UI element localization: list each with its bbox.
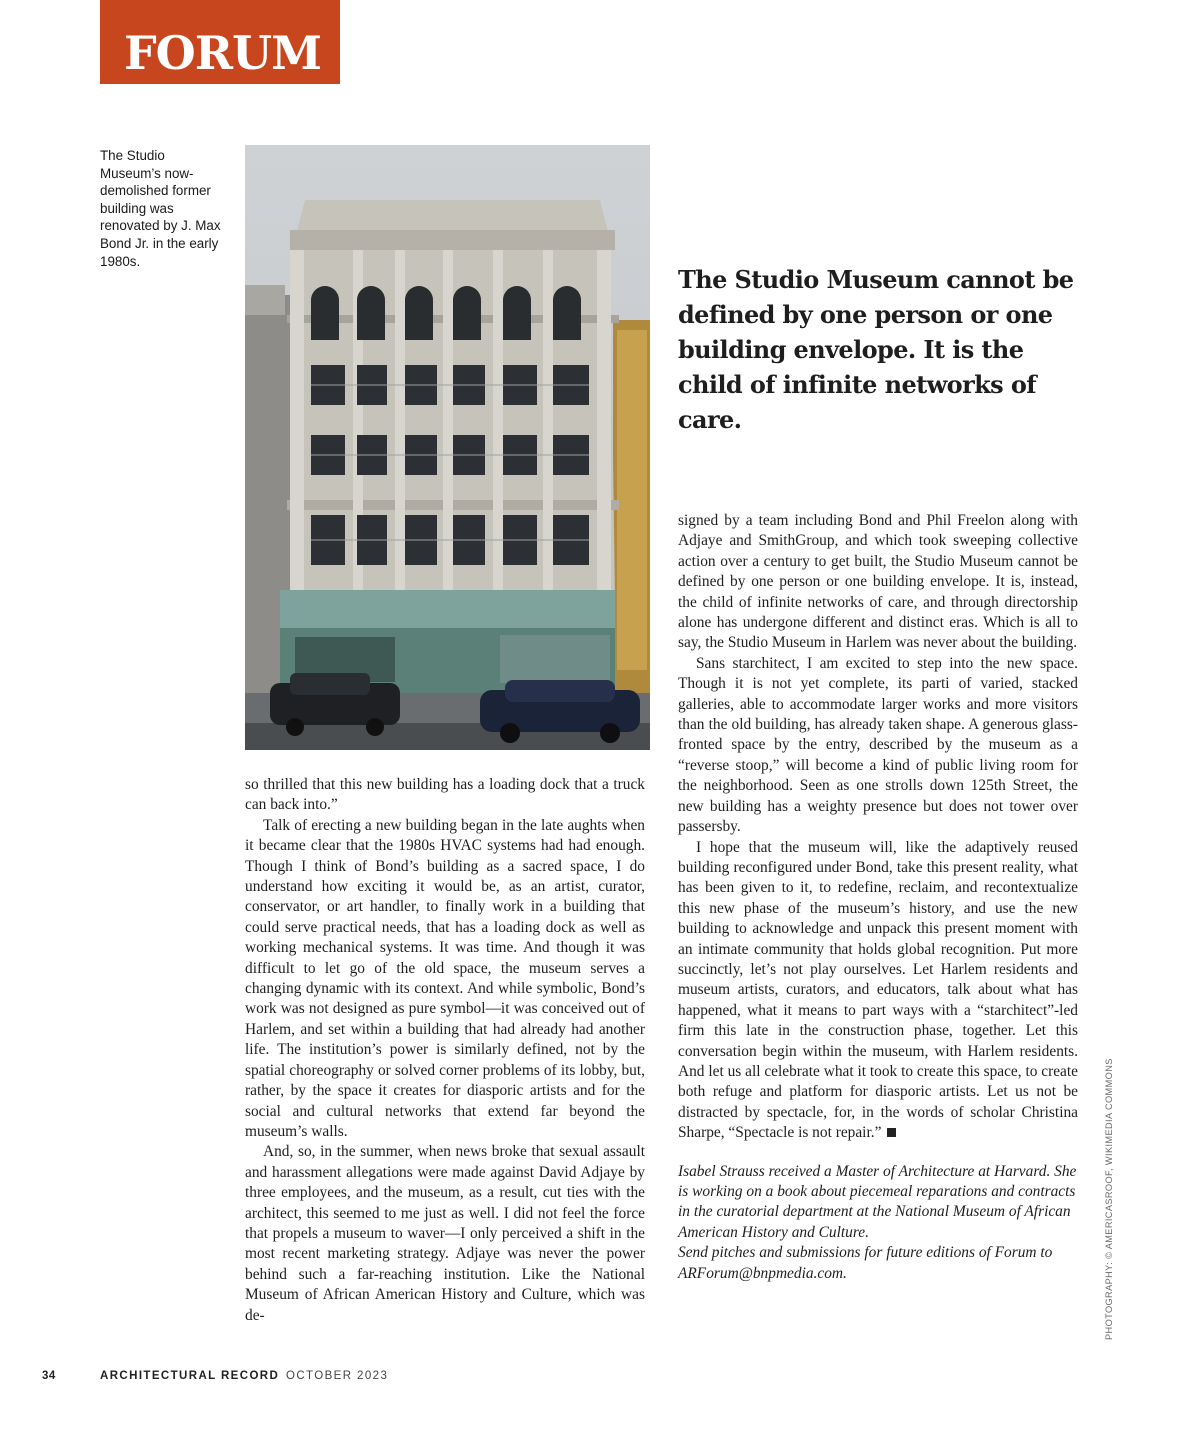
- paragraph-text: I hope that the museum will, like the adaptively reused building reconfigured under Bond, take this present reality, what has been given to it, to redefine, reclaim, and recontextualize this new phase of the museum’s history, and use the new building to acknowledge and unpack this present moment with an intimate community that holds global recognition. Put more succinctly, let’s not play ourselves. Let Harlem residents and museum artists, curators, and educators, talk about what has happened, what it means to part ways with a “starchitect”-led firm this late in the construction phase, together. Let this conversation begin within the museum, with Harlem residents. And let us all celebrate what it took to create this space, to create both refuge and platform for diasporic artists. Let us not be distracted by spectacle, for, in the words of scholar Christina Sharpe, “Spectacle is not repair.”: [678, 838, 1078, 1142]
- pull-quote: The Studio Museum cannot be defined by one person or one building envelope. It is the child of infinite networks of care.: [678, 265, 1074, 434]
- paragraph: so thrilled that this new building has a loading dock that a truck can back into.”: [245, 776, 645, 814]
- page-number: 34: [42, 1370, 56, 1382]
- photo-caption: The Studio Museum’s now-demolished former building was renovated by J. Max Bond Jr. in the early 1980s.: [100, 148, 221, 269]
- author-bio-block: [678, 1162, 1078, 1284]
- section-label: FORUM: [124, 26, 321, 80]
- issue-date: OCTOBER 2023: [286, 1370, 389, 1382]
- building-photo: [245, 145, 650, 750]
- paragraph-with-endmark: [678, 838, 1078, 1144]
- paragraph: Sans starchitect, I am excited to step into the new space. Though it is not yet complete, its parti of varied, stacked galleries, able to accommodate larger works and more visitors than the old building, has already taken shape. A generous glass-fronted space by the entry, described by the museum as a “reverse stoop,” will become a kind of public living room for the neighborhood. Seen as one strolls down 125th Street, the new building has a weighty presence but does not tower over passersby.: [678, 654, 1078, 836]
- article-column-1: [245, 775, 645, 1326]
- submissions-note: Send pitches and submissions for future editions of Forum to ARForum@bnpmedia.com.: [678, 1244, 1053, 1282]
- author-bio: Isabel Strauss received a Master of Architecture at Harvard. She is working on a book about piecemeal reparations and contracts in the curatorial department at the National Museum of African American History and Culture.: [678, 1162, 1077, 1241]
- paragraph: Talk of erecting a new building began in the late aughts when it became clear that the 1980s HVAC systems had had enough. Though I think of Bond’s building as a sacred space, I do understand how exciting it would be, as an artist, curator, conservator, or art handler, to finally work in a building that could serve practical needs, that has a loading dock as well as working mechanical systems. It was time. And though it was difficult to let go of the old space, the museum serves a changing dynamic with its context. And while symbolic, Bond’s work was not designed as pure symbol—it was conceived out of Harlem, and set within a building that had already had another life. The institution’s power is similarly defined, not by the spatial choreography or solved corner problems of its lobby, but, rather, by the space it creates for diasporic artists and for the social and cultural networks that extend far beyond the museum’s walls.: [245, 816, 645, 1140]
- photo-credit: PHOTOGRAPHY: © AMERICASROOF, WIKIMEDIA COMMONS: [1104, 1058, 1114, 1340]
- article-column-2: [678, 511, 1078, 1284]
- paragraph: And, so, in the summer, when news broke that sexual assault and harassment allegations were made against David Adjaye by three employees, and the museum, as a result, cut ties with the architect, this seemed to me just as well. I did not feel the force that propels a museum to waver—I only perceived a shift in the most recent marketing strategy. Adjaye was never the power behind such a far-reaching institution. Like the National Museum of African American History and Culture, which was de-: [245, 1143, 645, 1324]
- end-mark-icon: [887, 1128, 896, 1137]
- section-tab: [100, 0, 340, 84]
- magazine-name: ARCHITECTURAL RECORD: [100, 1370, 280, 1382]
- paragraph: signed by a team including Bond and Phil Freelon along with Adjaye and SmithGroup, and which took sweeping collective action over a century to get built, the Studio Museum cannot be defined by one person or one building envelope. It is, instead, the child of infinite networks of care, and through directorship alone has undergone different and distinct eras. Which is all to say, the Studio Museum in Harlem was never about the building.: [678, 512, 1078, 652]
